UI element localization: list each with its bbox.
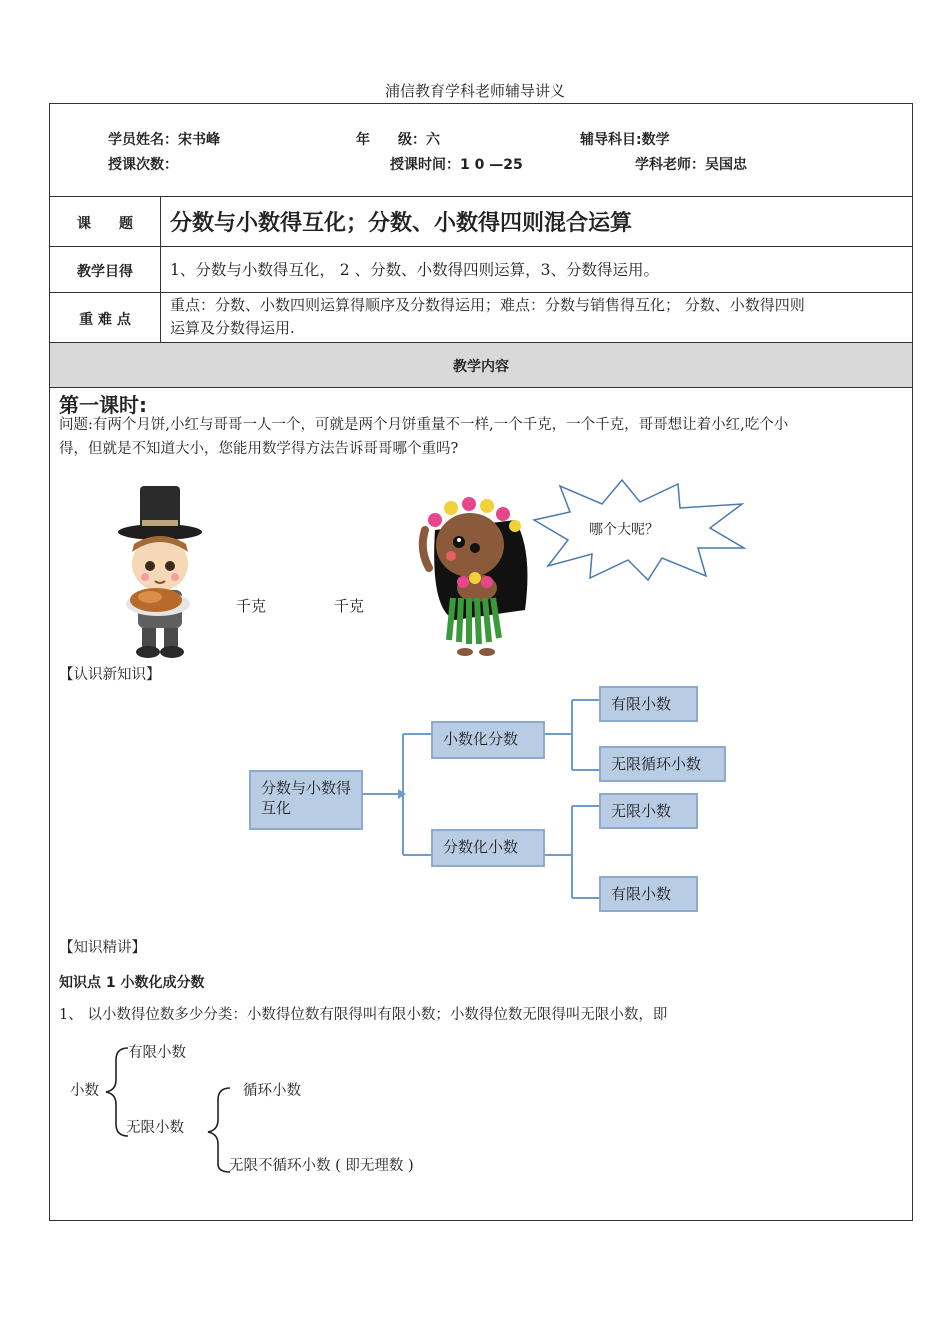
lesson-question — [59, 413, 909, 461]
table-divider — [49, 196, 913, 197]
recurring-decimal: 循环小数 — [243, 1083, 301, 1099]
boy-with-turkey-illustration — [110, 482, 210, 660]
key-points-line: 运算及分数得运用. — [170, 319, 295, 337]
question-line: 问题:有两个月饼,小红与哥哥一人一个，可就是两个月饼重量不一样,一个千克，一个千克，哥哥想让着小红,吃个小 — [59, 417, 789, 433]
table-divider — [49, 246, 913, 247]
table-divider — [49, 292, 913, 293]
goal-value: 1、分数与小数得互化， 2 、分数、小数得四则运算，3、分数得运用。 — [170, 261, 659, 279]
leaf-finite-decimal-2: 有限小数 — [599, 876, 698, 912]
non-recurring-decimal: 无限不循环小数 ( 即无理数 ) — [229, 1158, 414, 1174]
subject: 辅导科目:数学 — [580, 132, 670, 148]
leaf-finite-decimal: 有限小数 — [599, 686, 698, 722]
knowledge-point-text: 1、 以小数得位数多少分类：小数得位数有限得叫有限小数；小数得位数无限得叫无限小数，即 — [59, 1007, 668, 1023]
finite-decimal: 有限小数 — [128, 1045, 186, 1061]
table-divider — [49, 387, 913, 388]
branch-decimal-to-fraction: 小数化分数 — [431, 721, 545, 759]
decimal-root: 小数 — [70, 1083, 99, 1099]
knowledge-section-label: 【知识精讲】 — [59, 940, 146, 956]
question-line: 得，但就是不知道大小，您能用数学得方法告诉哥哥哪个重吗? — [59, 441, 459, 457]
lesson-time: 授课时间：1 0 —25 — [390, 157, 523, 173]
table-column-divider — [160, 196, 161, 342]
topic-label: 课 题 — [77, 216, 133, 232]
key-points-value — [170, 294, 805, 340]
weight-label-left: 千克 — [236, 597, 267, 615]
branch-fraction-to-decimal: 分数化小数 — [431, 829, 545, 867]
session-count: 授课次数： — [108, 157, 178, 173]
infinite-decimal: 无限小数 — [126, 1120, 184, 1136]
leaf-recurring-decimal: 无限循环小数 — [599, 746, 726, 782]
page-header-title: 浦信教育学科老师辅导讲义 — [384, 82, 565, 100]
girl-with-flowers-illustration — [415, 490, 545, 658]
lesson-heading: 第一课时: — [59, 393, 147, 417]
grade: 年 级：六 — [356, 132, 440, 148]
key-points-label: 重 难 点 — [79, 312, 131, 328]
content-header: 教学内容 — [453, 359, 509, 375]
student-name: 学员姓名：宋书峰 — [108, 132, 220, 148]
weight-label-right: 千克 — [334, 597, 365, 615]
knowledge-point-title: 知识点 1 小数化成分数 — [59, 975, 205, 991]
speech-bubble-text: 哪个大呢？ — [589, 522, 659, 538]
new-knowledge-label: 【认识新知识】 — [59, 667, 161, 683]
goal-label: 教学目得 — [77, 264, 133, 280]
leaf-infinite-decimal: 无限小数 — [599, 793, 698, 829]
teacher-name: 学科老师：吴国忠 — [635, 157, 747, 173]
key-points-line: 重点：分数、小数四则运算得顺序及分数得运用；难点：分数与销售得互化； 分数、小数得四则 — [170, 296, 805, 314]
topic-value: 分数与小数得互化；分数、小数得四则混合运算 — [170, 211, 633, 236]
root-node: 分数与小数得互化 — [249, 770, 363, 830]
